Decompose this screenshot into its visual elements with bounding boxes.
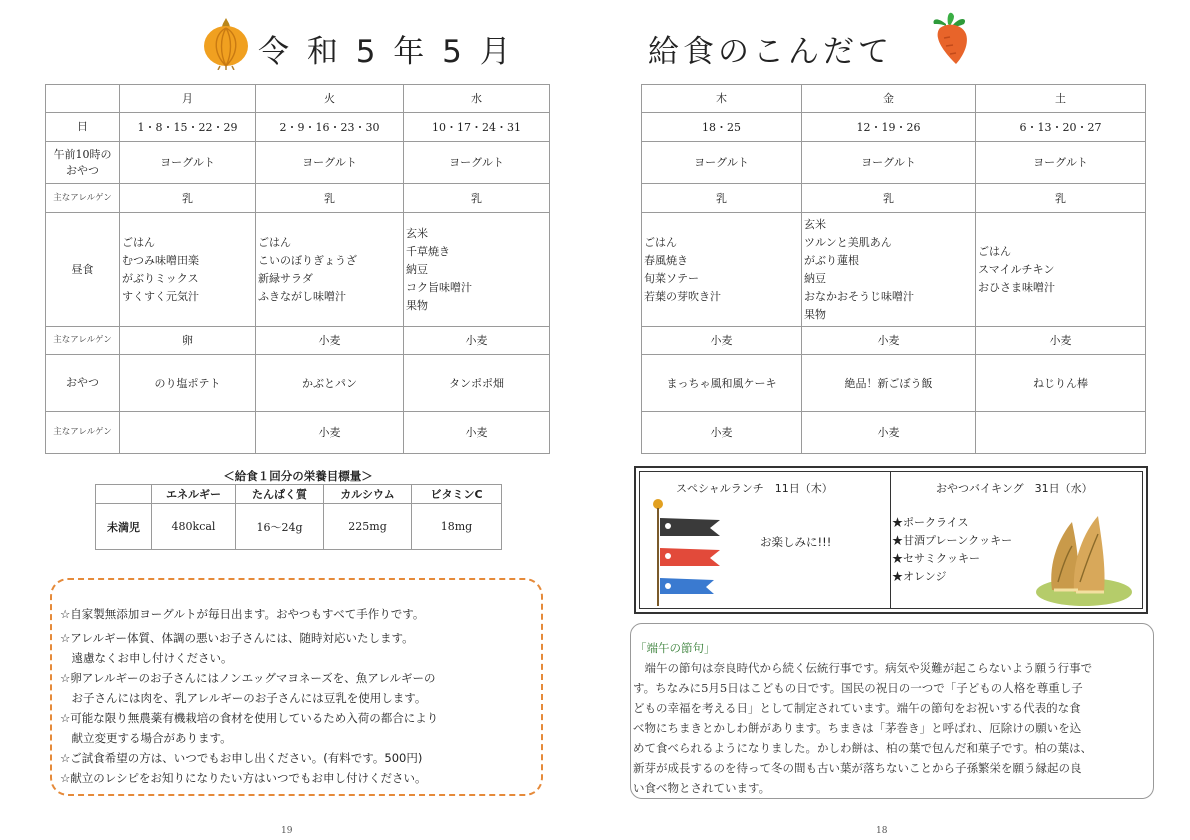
lunch-cell — [642, 213, 802, 327]
nutrition-value: 16～24g — [236, 504, 324, 550]
page-number-left: 19 — [281, 826, 293, 836]
lunch-item: 納豆 — [406, 262, 428, 276]
lunch-cell — [976, 213, 1146, 327]
onion-icon — [200, 14, 252, 70]
day-header: 木 — [642, 85, 802, 113]
nutrition-header: たんぱく質 — [236, 485, 324, 504]
nutrition-value: 480kcal — [152, 504, 236, 550]
tango-box — [630, 623, 1154, 799]
row-label-allergen: 主なアレルゲン — [46, 412, 120, 454]
nutrition-header: エネルギー — [152, 485, 236, 504]
note-line: ☆ご試食希望の方は、いつでもお申し出ください。(有料です。500円) — [60, 751, 423, 765]
allergen-cell: 小麦 — [802, 412, 976, 454]
allergen-cell: 乳 — [256, 184, 404, 213]
row-label-line: おやつ — [66, 163, 99, 177]
day-header: 火 — [256, 85, 404, 113]
day-header: 土 — [976, 85, 1146, 113]
allergen-cell: 乳 — [120, 184, 256, 213]
tango-line: す。ちなみに5月5日はこどもの日です。国民の祝日の一つで「子どもの人格を尊重し子 — [633, 681, 1083, 695]
lunch-item: がぶりミックス — [122, 271, 199, 285]
nutrition-header: カルシウム — [324, 485, 412, 504]
snack-cell: まっちゃ風和風ケーキ — [642, 355, 802, 412]
note-line: ☆自家製無添加ヨーグルトが毎日出ます。おやつもすべて手作りです。 — [60, 607, 425, 621]
tango-line: 端午の節句は奈良時代から続く伝統行事です。病気や災難が起こらないよう願う行事で — [633, 661, 1093, 675]
lunch-item: 新緑サラダ — [258, 271, 313, 285]
note-line: ☆卵アレルギーのお子さんにはノンエッグマヨネーズを、魚アレルギーの — [60, 671, 436, 685]
buffet-item: ★セサミクッキー — [892, 552, 980, 565]
allergen-cell: 小麦 — [802, 327, 976, 355]
lunch-item: こいのぼりぎょうざ — [258, 253, 357, 267]
note-line: ☆献立のレシピをお知りになりたい方はいつでもお申し付けください。 — [60, 771, 427, 785]
snack-cell: ねじりん棒 — [976, 355, 1146, 412]
row-label-am-snack — [46, 142, 120, 184]
row-label-allergen: 主なアレルゲン — [46, 327, 120, 355]
note-line: ☆可能な限り無農薬有機栽培の食材を使用しているため入荷の都合により — [60, 711, 439, 725]
tango-line: べ物にちまきとかしわ餅があります。ちまきは「茅巻き」と呼ばれ、厄除けの願いを込 — [633, 721, 1082, 735]
notes-box — [50, 578, 543, 796]
allergen-cell: 卵 — [120, 327, 256, 355]
special-events-box — [634, 466, 1148, 614]
nutrition-header: ビタミンC — [412, 485, 502, 504]
lunch-item: すくすく元気汁 — [122, 289, 199, 303]
special-lunch-text: お楽しみに!!! — [760, 535, 832, 549]
lunch-item: ごはん — [258, 235, 291, 249]
menu-table-right — [641, 84, 1146, 454]
lunch-item: 玄米 — [804, 217, 826, 231]
am-snack-cell: ヨーグルト — [642, 142, 802, 184]
page-title-left: 令 和 5 年 5 月 — [258, 34, 515, 70]
allergen-cell: 乳 — [404, 184, 550, 213]
allergen-cell: 小麦 — [256, 412, 404, 454]
buffet-item: ★甘酒プレーンクッキー — [892, 534, 1013, 547]
row-label-lunch: 昼食 — [46, 213, 120, 327]
special-divider — [890, 472, 891, 608]
tango-line: どもの幸福を考える日」として制定されています。端午の節句をお祝いする代表的な食 — [633, 701, 1081, 715]
buffet-item: ★オレンジ — [892, 570, 947, 583]
lunch-item: おなかおそうじ味噌汁 — [804, 289, 914, 303]
koinobori-icon — [648, 498, 730, 608]
note-line: お子さんには肉を、乳アレルギーのお子さんには豆乳を使用します。 — [60, 691, 427, 705]
lunch-item: ごはん — [644, 235, 677, 249]
nutrition-table — [95, 484, 502, 550]
tango-line: めて食べられるようになりました。かしわ餅は、柏の葉で包んだ和菓子です。柏の葉は、 — [633, 741, 1093, 755]
allergen-cell — [120, 412, 256, 454]
date-cell: 2・9・16・23・30 — [256, 113, 404, 142]
row-label-snack: おやつ — [46, 355, 120, 412]
buffet-title: おやつバイキング 31日（水） — [936, 482, 1093, 495]
am-snack-cell: ヨーグルト — [256, 142, 404, 184]
lunch-item: ごはん — [122, 235, 155, 249]
lunch-item: 若葉の芽吹き汁 — [644, 289, 721, 303]
allergen-cell: 小麦 — [976, 327, 1146, 355]
lunch-item: コク旨味噌汁 — [406, 280, 472, 294]
lunch-item: ツルンと美肌あん — [804, 235, 892, 249]
date-cell: 1・8・15・22・29 — [120, 113, 256, 142]
allergen-cell: 小麦 — [404, 327, 550, 355]
nutrition-caption: ＜給食１回分の栄養目標量＞ — [223, 469, 373, 483]
lunch-cell — [404, 213, 550, 327]
note-line: ☆アレルギー体質、体調の悪いお子さんには、随時対応いたします。 — [60, 631, 414, 645]
date-cell: 6・13・20・27 — [976, 113, 1146, 142]
lunch-item: おひさま味噌汁 — [978, 280, 1055, 294]
date-cell: 18・25 — [642, 113, 802, 142]
nutrition-value: 18mg — [412, 504, 502, 550]
allergen-cell — [976, 412, 1146, 454]
lunch-item: スマイルチキン — [978, 262, 1055, 276]
menu-table-left — [45, 84, 550, 454]
allergen-cell: 乳 — [642, 184, 802, 213]
lunch-item: 納豆 — [804, 271, 826, 285]
lunch-cell — [802, 213, 976, 327]
snack-cell: かぶとパン — [256, 355, 404, 412]
lunch-item: がぶり蓮根 — [804, 253, 859, 267]
day-header: 月 — [120, 85, 256, 113]
corner-cell — [46, 85, 120, 113]
allergen-cell: 乳 — [802, 184, 976, 213]
snack-cell: のり塩ポテト — [120, 355, 256, 412]
row-label-allergen: 主なアレルゲン — [46, 184, 120, 213]
lunch-cell — [256, 213, 404, 327]
nutrition-corner — [96, 485, 152, 504]
lunch-item: 果物 — [804, 307, 826, 321]
day-header: 金 — [802, 85, 976, 113]
lunch-item: 千草焼き — [406, 244, 450, 258]
special-lunch-title: スペシャルランチ 11日（木） — [676, 482, 833, 495]
snack-cell: 絶品！新ごぼう飯 — [802, 355, 976, 412]
row-label-line: 午前10時の — [53, 147, 112, 161]
buffet-item: ★ポークライス — [892, 516, 969, 529]
snack-cell: タンポポ畑 — [404, 355, 550, 412]
allergen-cell: 小麦 — [642, 327, 802, 355]
row-label-dates: 日 — [46, 113, 120, 142]
am-snack-cell: ヨーグルト — [802, 142, 976, 184]
am-snack-cell: ヨーグルト — [976, 142, 1146, 184]
lunch-cell — [120, 213, 256, 327]
nutrition-row-label: 未満児 — [96, 504, 152, 550]
am-snack-cell: ヨーグルト — [404, 142, 550, 184]
lunch-item: 玄米 — [406, 226, 428, 240]
tango-line: 新芽が成長するのを待って冬の間も古い葉が落ちないことから子孫繁栄を願う縁起の良 — [633, 761, 1082, 775]
allergen-cell: 乳 — [976, 184, 1146, 213]
note-line: 献立変更する場合があります。 — [60, 731, 232, 745]
allergen-cell: 小麦 — [404, 412, 550, 454]
lunch-item: ごはん — [978, 244, 1011, 258]
tango-line: い食べ物とされています。 — [633, 781, 771, 795]
lunch-item: 果物 — [406, 298, 428, 312]
lunch-item: ふきながし味噌汁 — [258, 289, 346, 303]
am-snack-cell: ヨーグルト — [120, 142, 256, 184]
carrot-icon — [926, 10, 976, 66]
lunch-item: 旬菜ソテー — [644, 271, 699, 285]
date-cell: 12・19・26 — [802, 113, 976, 142]
bamboo-shoot-icon — [1032, 512, 1136, 608]
special-inner-frame — [639, 471, 1143, 609]
lunch-item: 春風焼き — [644, 253, 688, 267]
allergen-cell: 小麦 — [256, 327, 404, 355]
lunch-item: むつみ味噌田楽 — [122, 253, 199, 267]
allergen-cell: 小麦 — [642, 412, 802, 454]
nutrition-value: 225mg — [324, 504, 412, 550]
tango-heading: 「端午の節句」 — [635, 641, 716, 655]
page-title-right: 給食のこんだて — [648, 34, 893, 70]
date-cell: 10・17・24・31 — [404, 113, 550, 142]
day-header: 水 — [404, 85, 550, 113]
buffet-list — [892, 514, 1012, 586]
note-line: 遠慮なくお申し付けください。 — [60, 651, 233, 665]
page-number-right: 18 — [876, 826, 888, 836]
